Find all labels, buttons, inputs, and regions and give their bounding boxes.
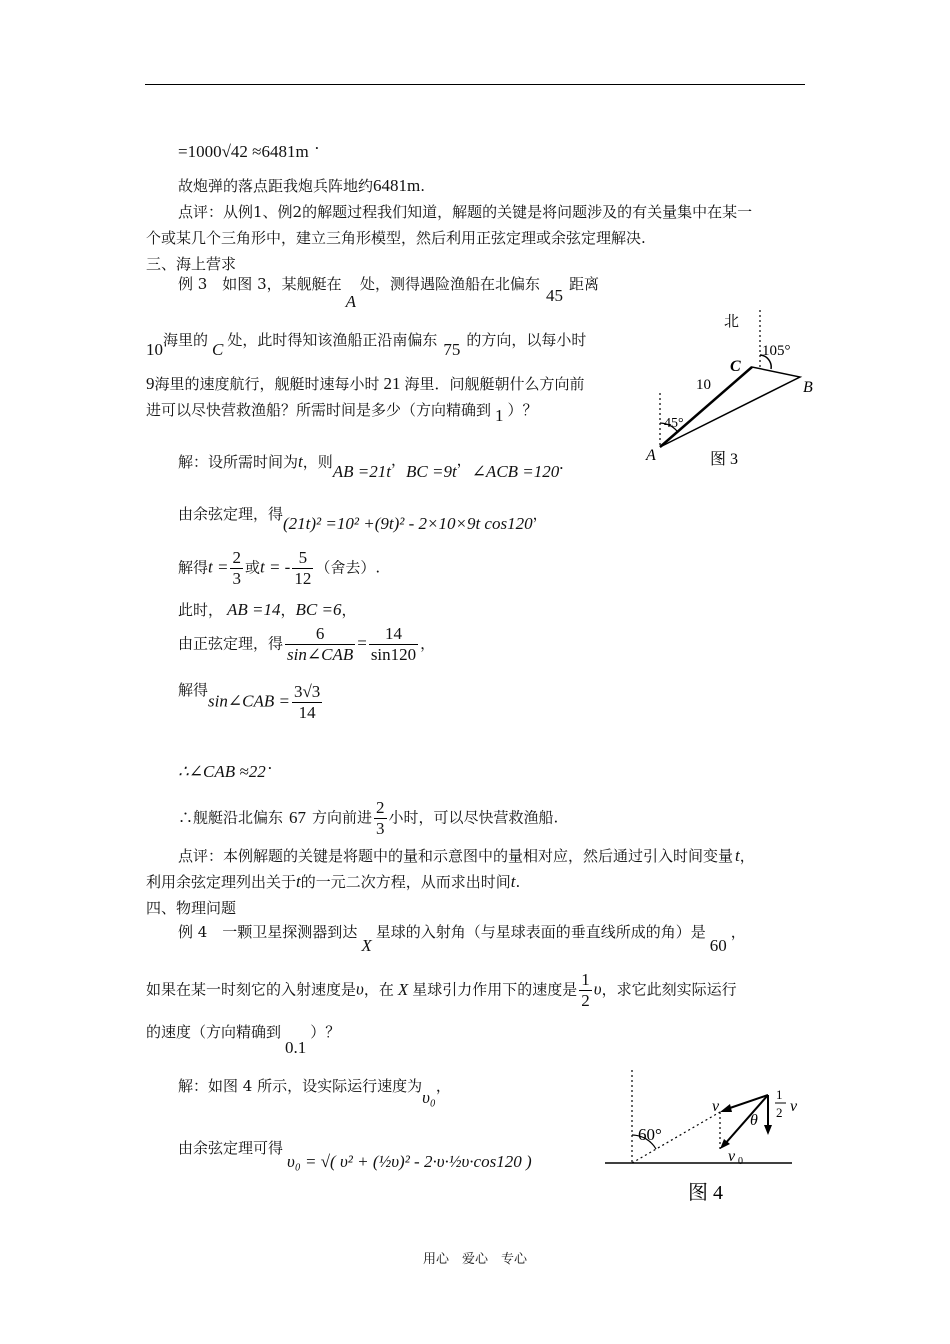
- example-3-line-2: 10海里的 C 处，此时得知该渔船正沿南偏东 75 的方向，以每小时: [146, 331, 587, 359]
- section-4-heading: 四、物理问题: [146, 899, 237, 917]
- half-numerator: 1: [776, 1087, 783, 1102]
- vector-v0-subscript: 0: [738, 1156, 743, 1167]
- section-3-heading: 三、海上营求: [146, 255, 237, 273]
- solution-3-sine-law: 由正弦定理，得 $\frac{6}{\text{sin∠CAB}}$ = $\frac{14}{\sin 120}$ ，: [178, 624, 436, 664]
- comment-1-line-1: 点评：从例1、例2的解题过程我们知道，解题的关键是将问题涉及的有关量集中在某一: [178, 203, 753, 221]
- paragraph-conclusion: 故炮弹的落点距我炮兵阵地约6481m.: [178, 176, 426, 195]
- comment-2-line-1: 点评：本例解题的关键是将题中的量和示意图中的量相对应，然后通过引入时间变量 t，: [178, 846, 755, 865]
- half-v-label: v: [790, 1098, 798, 1115]
- solution-3-angle: ∴∠CAB ≈22 .: [178, 754, 272, 781]
- solution-4-setup: 解：如图 4 所示，设实际运行速度为υ₀，: [178, 1077, 451, 1107]
- equation-result: =1000√42 ≈6481m .: [178, 134, 319, 161]
- figure-3-caption: 图 3: [710, 451, 739, 468]
- page-footer: 用心 爱心 专心: [422, 1252, 527, 1267]
- point-c-label: C: [730, 358, 741, 375]
- point-b-label: B: [803, 379, 813, 396]
- solution-3-solve-t: 解得t = $\frac{2}{3}$ 或t = - $\frac{5}{12}$ （舍去）.: [178, 548, 381, 588]
- vector-v-label: v: [712, 1098, 720, 1115]
- solution-3-cosine-law: 由余弦定理，得(21t)² =10² +(9t)² - 2×10×9t cos120，: [178, 505, 548, 533]
- comment-2-line-2: 利用余弦定理列出关于t的一元二次方程，从而求出时间t.: [146, 872, 521, 891]
- solution-3-sin-result: 解得sin∠CAB = $\frac{3√3}{14}$: [178, 680, 321, 722]
- side-length-label: 10: [696, 377, 711, 393]
- solution-3-lengths: 此时， AB =14，BC =6，: [178, 600, 357, 619]
- angle-105-label: 105°: [762, 343, 791, 359]
- example-4-line-1: 例 4 一颗卫星探测器到达X星球的入射角（与星球表面的垂直线所成的角）是60，: [178, 923, 746, 955]
- figure-4-caption: 图 4: [688, 1182, 723, 1204]
- solution-4-cosine-law: 由余弦定理可得υ₀ = √( υ² + (½υ)² - 2·υ·½υ·cos120 ): [178, 1139, 532, 1171]
- example-4-line-2: 如果在某一时刻它的入射速度是υ，在 X 星球引力作用下的速度是 $\frac{1}{2}$ υ，求它此刻实际运行: [146, 970, 737, 1010]
- example-3-line-3: 9海里的速度航行，舰艇时速每小时 21 海里．问舰艇朝什么方向前: [146, 374, 585, 393]
- example-3-line-1: 例 3 如图 3，某舰艇在A处，测得遇险渔船在北偏东45距离: [178, 275, 600, 311]
- header-rule: [145, 84, 805, 85]
- solution-3-setup: 解：设所需时间为t，则AB =21t，BC =9t，∠ACB =120.: [178, 451, 564, 481]
- point-a-label: A: [646, 447, 656, 464]
- half-denominator: 2: [776, 1105, 783, 1120]
- vector-v0-label: v: [728, 1148, 736, 1165]
- north-label: 北: [724, 314, 740, 330]
- comment-1-line-2: 个或某几个三角形中，建立三角形模型，然后利用正弦定理或余弦定理解决.: [146, 229, 646, 247]
- figure-4-diagram: [600, 1065, 810, 1215]
- angle-45-label: 45°: [664, 416, 684, 431]
- angle-60-label: 60°: [638, 1125, 662, 1144]
- figure-3-diagram: [640, 305, 820, 470]
- triangle-abc: [660, 367, 800, 447]
- example-3-line-4: 进可以尽快营救渔船？所需时间是多少（方向精确到 1 ）？: [146, 401, 538, 425]
- solution-3-conclusion: ∴舰艇沿北偏东 67 方向前进 $\frac{2}{3}$ 小时，可以尽快营救渔船.: [178, 798, 559, 838]
- theta-label: θ: [750, 1112, 758, 1129]
- example-4-line-3: 的速度（方向精确到0.1）？: [146, 1023, 341, 1057]
